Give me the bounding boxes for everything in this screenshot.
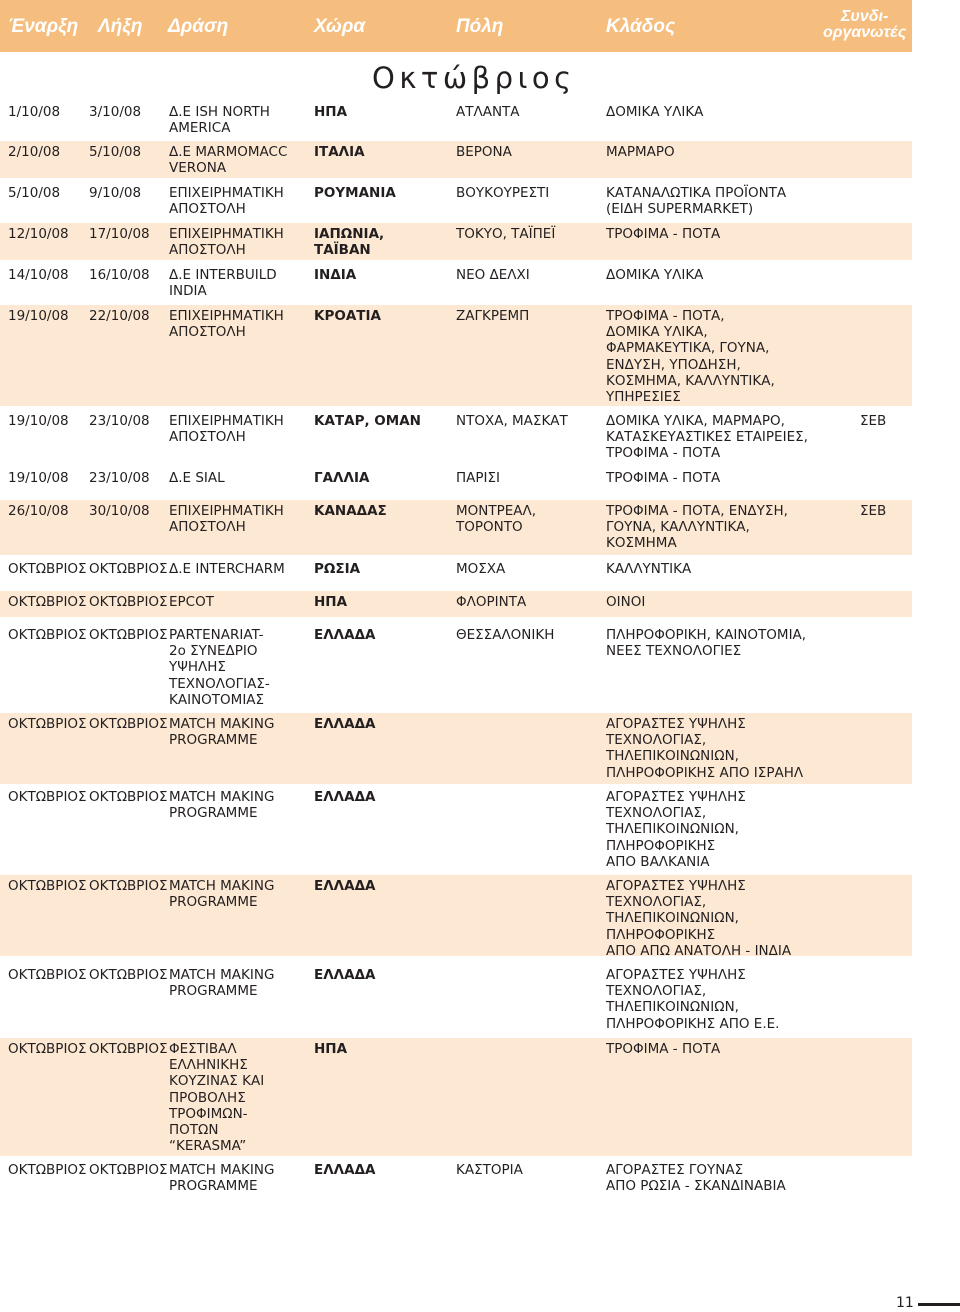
header-country: Χώρα <box>314 16 366 37</box>
header-city: Πόλη <box>456 16 504 37</box>
cell-sector: ΔΟΜΙΚΑ ΥΛΙΚΑ <box>606 104 704 120</box>
cell-sector: ΚΑΛΛΥΝΤΙΚΑ <box>606 561 692 577</box>
cell-start: ΟΚΤΩΒΡΙΟΣ <box>8 594 87 610</box>
cell-city: ΝΕΟ ΔΕΛΧΙ <box>456 267 530 283</box>
cell-sector: ΤΡΟΦΙΜΑ - ΠΟΤΑ <box>606 470 721 486</box>
cell-start: 12/10/08 <box>8 226 69 242</box>
cell-sector: ΑΓΟΡΑΣΤΕΣ ΥΨΗΛΗΣ ΤΕΧΝΟΛΟΓΙΑΣ, ΤΗΛΕΠΙΚΟΙΝΩΝΙΩΝ, ΠΛΗΡΟΦΟΡΙΚΗΣ ΑΠΟ ΑΠΩ ΑΝΑΤΟΛΗ - ΙΝΔΙΑ <box>606 878 792 959</box>
table-row <box>0 305 912 406</box>
header-action: Δράση <box>168 16 229 37</box>
cell-start: 1/10/08 <box>8 104 61 120</box>
cell-end: ΟΚΤΩΒΡΙΟΣ <box>89 627 168 643</box>
cell-action: EPCOT <box>169 594 214 610</box>
cell-city: ΜΟΝΤΡΕΑΛ, ΤΟΡΟΝΤΟ <box>456 503 537 536</box>
table-row <box>0 713 912 784</box>
cell-sector: ΑΓΟΡΑΣΤΕΣ ΥΨΗΛΗΣ ΤΕΧΝΟΛΟΓΙΑΣ, ΤΗΛΕΠΙΚΟΙΝΩΝΙΩΝ, ΠΛΗΡΟΦΟΡΙΚΗΣ ΑΠΟ ΒΑΛΚΑΝΙΑ <box>606 789 746 870</box>
cell-city: ΤΟΚΥΟ, ΤΑΪΠΕΪ <box>456 226 556 242</box>
table-header <box>0 0 912 52</box>
table-row <box>0 500 912 555</box>
table-row <box>0 1038 912 1156</box>
cell-end: ΟΚΤΩΒΡΙΟΣ <box>89 1162 168 1178</box>
cell-action: MATCH MAKING PROGRAMME <box>169 789 275 822</box>
table-row <box>0 591 912 617</box>
cell-city: ΑΤΛΑΝΤΑ <box>456 104 520 120</box>
cell-sector: ΟΙΝΟΙ <box>606 594 646 610</box>
header-start: Έναρξη <box>8 16 79 37</box>
cell-end: ΟΚΤΩΒΡΙΟΣ <box>89 561 168 577</box>
table-row <box>0 182 912 219</box>
table-row <box>0 223 912 260</box>
table-row <box>0 141 912 178</box>
cell-country: ΚΑΝΑΔΑΣ <box>314 503 387 519</box>
cell-end: ΟΚΤΩΒΡΙΟΣ <box>89 1041 168 1057</box>
cell-action: MATCH MAKING PROGRAMME <box>169 967 275 1000</box>
table-row <box>0 624 912 711</box>
cell-start: ΟΚΤΩΒΡΙΟΣ <box>8 967 87 983</box>
footer-rule <box>918 1303 960 1306</box>
cell-sector: ΔΟΜΙΚΑ ΥΛΙΚΑ <box>606 267 704 283</box>
cell-action: ΕΠΙΧΕΙΡΗΜΑΤΙΚΗ ΑΠΟΣΤΟΛΗ <box>169 308 284 341</box>
cell-end: 17/10/08 <box>89 226 150 242</box>
table-row <box>0 964 912 1037</box>
cell-city: ΒΕΡΟΝΑ <box>456 144 512 160</box>
cell-country: ΚΑΤΑΡ, ΟΜΑΝ <box>314 413 421 429</box>
header-end: Λήξη <box>98 16 143 37</box>
page-number: 11 <box>896 1295 914 1311</box>
cell-coorganizer: ΣΕΒ <box>860 413 887 429</box>
cell-sector: ΤΡΟΦΙΜΑ - ΠΟΤΑ, ΕΝΔΥΣΗ, ΓΟΥΝΑ, ΚΑΛΛΥΝΤΙΚΑ, ΚΟΣΜΗΜΑ <box>606 503 788 552</box>
cell-sector: ΑΓΟΡΑΣΤΕΣ ΥΨΗΛΗΣ ΤΕΧΝΟΛΟΓΙΑΣ, ΤΗΛΕΠΙΚΟΙΝΩΝΙΩΝ, ΠΛΗΡΟΦΟΡΙΚΗΣ ΑΠΟ ΙΣΡΑΗΛ <box>606 716 804 781</box>
cell-city: ΒΟΥΚΟΥΡΕΣΤΙ <box>456 185 550 201</box>
cell-action: MATCH MAKING PROGRAMME <box>169 1162 275 1195</box>
cell-country: ΙΤΑΛΙΑ <box>314 144 365 160</box>
cell-sector: ΠΛΗΡΟΦΟΡΙΚΗ, ΚΑΙΝΟΤΟΜΙΑ, ΝΕΕΣ ΤΕΧΝΟΛΟΓΙΕΣ <box>606 627 807 660</box>
cell-action: ΕΠΙΧΕΙΡΗΜΑΤΙΚΗ ΑΠΟΣΤΟΛΗ <box>169 185 284 218</box>
cell-end: 9/10/08 <box>89 185 142 201</box>
cell-end: 5/10/08 <box>89 144 142 160</box>
header-sector: Κλάδος <box>606 16 676 37</box>
cell-start: ΟΚΤΩΒΡΙΟΣ <box>8 1162 87 1178</box>
cell-country: ΡΟΥΜΑΝΙΑ <box>314 185 396 201</box>
cell-sector: ΤΡΟΦΙΜΑ - ΠΟΤΑ <box>606 1041 721 1057</box>
cell-city: ΠΑΡΙΣΙ <box>456 470 501 486</box>
cell-country: ΕΛΛΑΔΑ <box>314 627 376 643</box>
cell-sector: ΔΟΜΙΚΑ ΥΛΙΚΑ, ΜΑΡΜΑΡΟ, ΚΑΤΑΣΚΕΥΑΣΤΙΚΕΣ ΕΤΑΙΡΕΙΕΣ, ΤΡΟΦΙΜΑ - ΠΟΤΑ <box>606 413 808 462</box>
cell-coorganizer: ΣΕΒ <box>860 503 887 519</box>
cell-end: 23/10/08 <box>89 470 150 486</box>
cell-sector: ΜΑΡΜΑΡΟ <box>606 144 675 160</box>
cell-start: 19/10/08 <box>8 470 69 486</box>
cell-city: ΘΕΣΣΑΛΟΝΙΚΗ <box>456 627 555 643</box>
cell-country: ΡΩΣΙΑ <box>314 561 361 577</box>
cell-city: ΖΑΓΚΡΕΜΠ <box>456 308 530 324</box>
cell-country: ΙΝΔΙΑ <box>314 267 357 283</box>
cell-action: ΕΠΙΧΕΙΡΗΜΑΤΙΚΗ ΑΠΟΣΤΟΛΗ <box>169 503 284 536</box>
cell-country: ΚΡΟΑΤΙΑ <box>314 308 381 324</box>
table-row <box>0 786 912 870</box>
cell-sector: ΚΑΤΑΝΑΛΩΤΙΚΑ ΠΡΟΪΟΝΤΑ (ΕΙΔΗ SUPERMARKET) <box>606 185 787 218</box>
cell-end: 23/10/08 <box>89 413 150 429</box>
cell-end: 3/10/08 <box>89 104 142 120</box>
cell-action: ΕΠΙΧΕΙΡΗΜΑΤΙΚΗ ΑΠΟΣΤΟΛΗ <box>169 413 284 446</box>
cell-end: 22/10/08 <box>89 308 150 324</box>
cell-action: Δ.Ε INTERCHARM <box>169 561 285 577</box>
cell-start: 14/10/08 <box>8 267 69 283</box>
table-row <box>0 875 912 959</box>
cell-start: ΟΚΤΩΒΡΙΟΣ <box>8 716 87 732</box>
table-row <box>0 1159 912 1199</box>
cell-action: Δ.Ε SIAL <box>169 470 225 486</box>
cell-country: ΙΑΠΩΝΙΑ, ΤΑΪΒΑΝ <box>314 226 385 259</box>
cell-country: ΕΛΛΑΔΑ <box>314 967 376 983</box>
table-row <box>0 410 912 466</box>
cell-end: ΟΚΤΩΒΡΙΟΣ <box>89 967 168 983</box>
cell-action: Δ.Ε ISH NORTH AMERICA <box>169 104 270 137</box>
cell-action: Δ.Ε MARMOMACC VERONA <box>169 144 288 177</box>
cell-end: 16/10/08 <box>89 267 150 283</box>
cell-start: ΟΚΤΩΒΡΙΟΣ <box>8 627 87 643</box>
cell-start: 2/10/08 <box>8 144 61 160</box>
cell-country: ΕΛΛΑΔΑ <box>314 716 376 732</box>
cell-start: ΟΚΤΩΒΡΙΟΣ <box>8 878 87 894</box>
cell-start: 19/10/08 <box>8 308 69 324</box>
cell-city: ΝΤΟΧΑ, ΜΑΣΚΑΤ <box>456 413 568 429</box>
cell-start: ΟΚΤΩΒΡΙΟΣ <box>8 789 87 805</box>
cell-start: 26/10/08 <box>8 503 69 519</box>
cell-sector: ΤΡΟΦΙΜΑ - ΠΟΤΑ, ΔΟΜΙΚΑ ΥΛΙΚΑ, ΦΑΡΜΑΚΕΥΤΙΚΑ, ΓΟΥΝΑ, ΕΝΔΥΣΗ, ΥΠΟΔΗΣΗ, ΚΟΣΜΗΜΑ, ΚΑΛΛΥΝΤΙΚΑ, ΥΠΗΡΕΣΙΕΣ <box>606 308 775 406</box>
cell-city: ΜΟΣΧΑ <box>456 561 506 577</box>
table-row <box>0 467 912 490</box>
cell-country: ΗΠΑ <box>314 1041 348 1057</box>
cell-start: ΟΚΤΩΒΡΙΟΣ <box>8 561 87 577</box>
cell-country: ΓΑΛΛΙΑ <box>314 470 370 486</box>
cell-end: ΟΚΤΩΒΡΙΟΣ <box>89 716 168 732</box>
cell-sector: ΑΓΟΡΑΣΤΕΣ ΥΨΗΛΗΣ ΤΕΧΝΟΛΟΓΙΑΣ, ΤΗΛΕΠΙΚΟΙΝΩΝΙΩΝ, ΠΛΗΡΟΦΟΡΙΚΗΣ ΑΠΟ Ε.Ε. <box>606 967 780 1032</box>
cell-action: ΕΠΙΧΕΙΡΗΜΑΤΙΚΗ ΑΠΟΣΤΟΛΗ <box>169 226 284 259</box>
table-row <box>0 558 912 581</box>
header-coorganizers: Συνδι- οργανωτές <box>823 8 907 41</box>
cell-action: MATCH MAKING PROGRAMME <box>169 878 275 911</box>
cell-start: 5/10/08 <box>8 185 61 201</box>
cell-action: Δ.Ε INTERBUILD INDIA <box>169 267 277 300</box>
cell-end: 30/10/08 <box>89 503 150 519</box>
table-row <box>0 101 912 138</box>
cell-start: ΟΚΤΩΒΡΙΟΣ <box>8 1041 87 1057</box>
cell-country: ΕΛΛΑΔΑ <box>314 878 376 894</box>
table-row <box>0 264 912 301</box>
cell-city: ΦΛΟΡΙΝΤΑ <box>456 594 527 610</box>
cell-city: ΚΑΣΤΟΡΙΑ <box>456 1162 523 1178</box>
cell-action: PARTENARIAT- 2ο ΣΥΝΕΔΡΙΟ ΥΨΗΛΗΣ ΤΕΧΝΟΛΟΓΙΑΣ- ΚΑΙΝΟΤΟΜΙΑΣ <box>169 627 270 708</box>
cell-sector: ΑΓΟΡΑΣΤΕΣ ΓΟΥΝΑΣ ΑΠΟ ΡΩΣΙΑ - ΣΚΑΝΔΙΝΑΒΙΑ <box>606 1162 786 1195</box>
cell-sector: ΤΡΟΦΙΜΑ - ΠΟΤΑ <box>606 226 721 242</box>
cell-country: ΗΠΑ <box>314 104 348 120</box>
cell-end: ΟΚΤΩΒΡΙΟΣ <box>89 594 168 610</box>
cell-end: ΟΚΤΩΒΡΙΟΣ <box>89 789 168 805</box>
cell-end: ΟΚΤΩΒΡΙΟΣ <box>89 878 168 894</box>
cell-country: ΕΛΛΑΔΑ <box>314 1162 376 1178</box>
cell-start: 19/10/08 <box>8 413 69 429</box>
cell-action: ΦΕΣΤΙΒΑΛ ΕΛΛΗΝΙΚΗΣ ΚΟΥΖΙΝΑΣ ΚΑΙ ΠΡΟΒΟΛΗΣ ΤΡΟΦΙΜΩΝ- ΠΟΤΩΝ “KERASMA” <box>169 1041 265 1155</box>
month-title: Οκτώβριος <box>372 61 576 95</box>
cell-country: ΕΛΛΑΔΑ <box>314 789 376 805</box>
cell-action: MATCH MAKING PROGRAMME <box>169 716 275 749</box>
cell-country: ΗΠΑ <box>314 594 348 610</box>
